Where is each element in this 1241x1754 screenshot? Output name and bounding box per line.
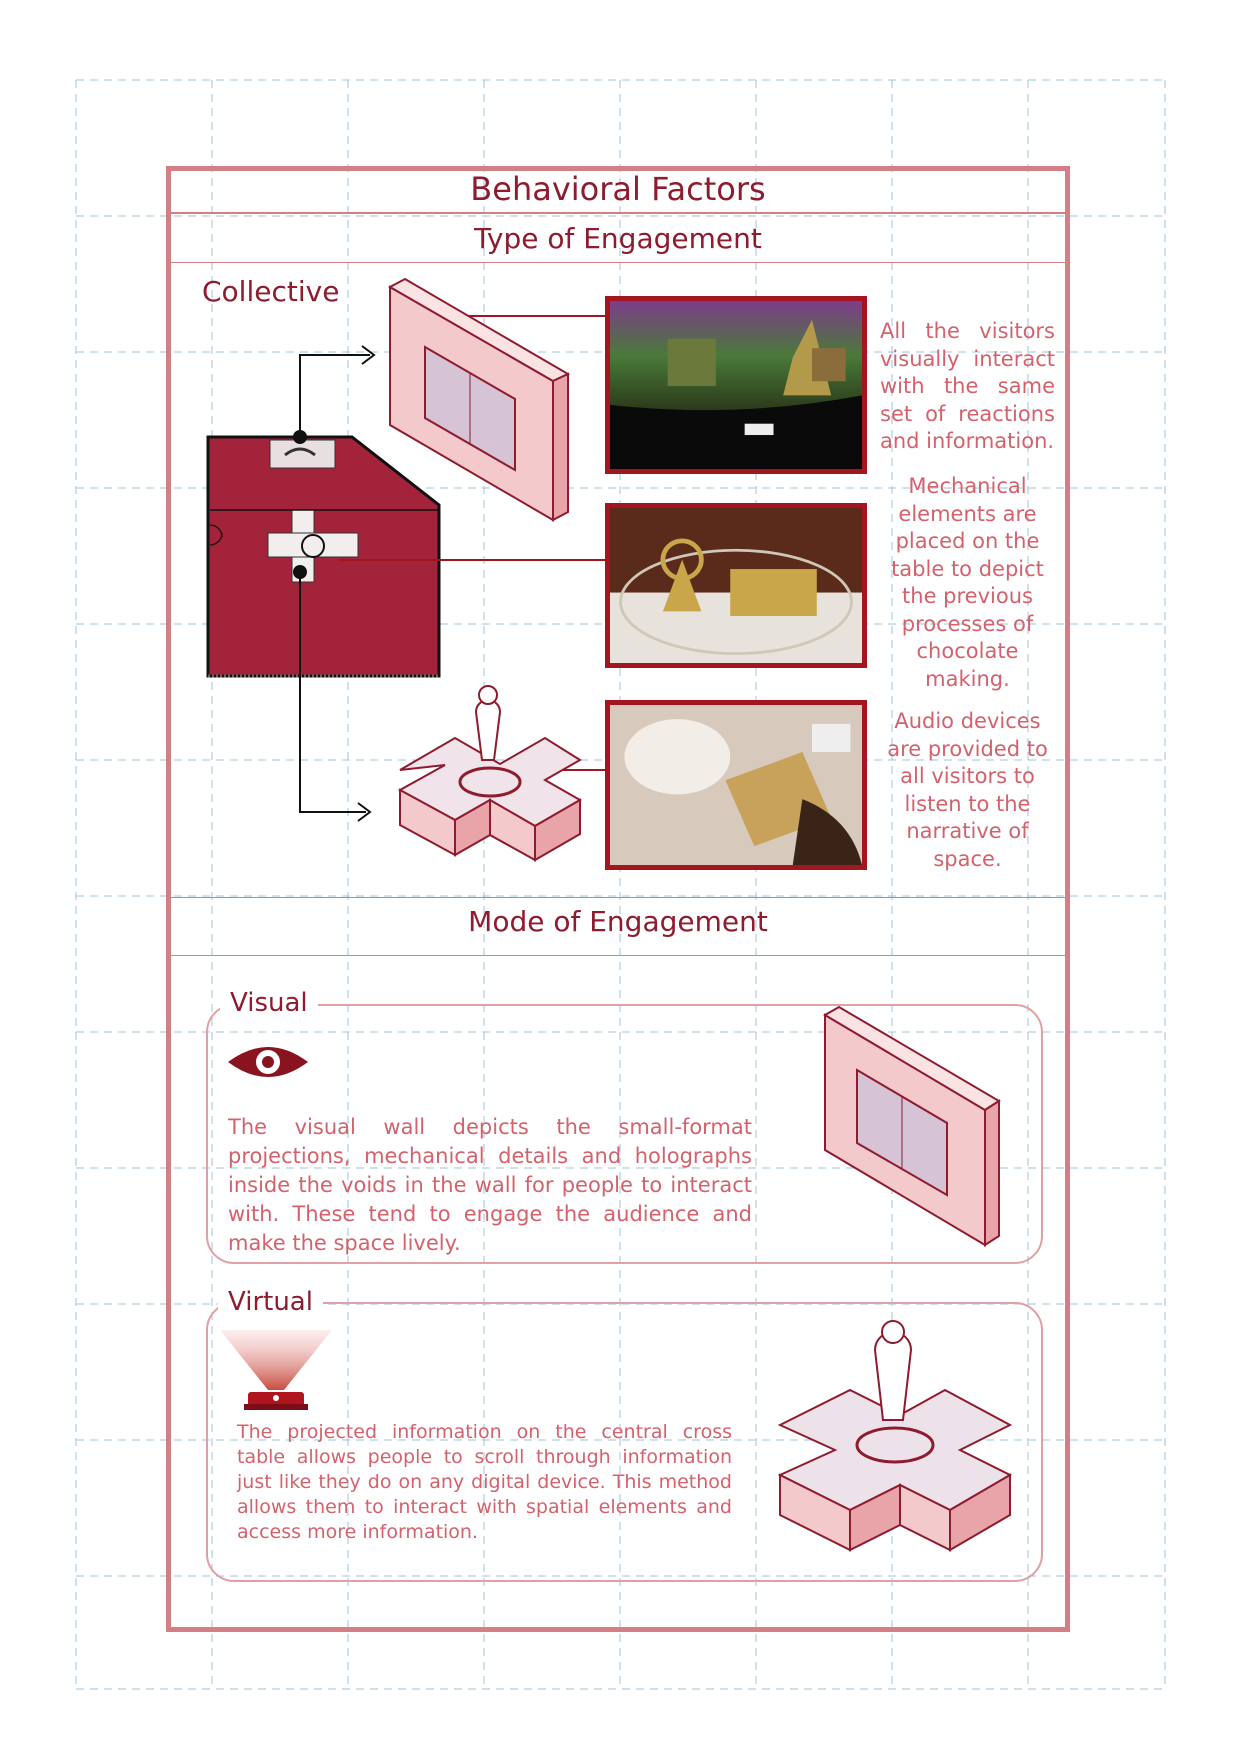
section-title-type: Type of Engagement	[474, 222, 762, 255]
projector-icon	[220, 1330, 332, 1414]
collective-note-3: Audio devices are provided to all visitors to listen to the narrative of space.	[887, 709, 1048, 871]
photo-mechanical-elements	[605, 503, 867, 668]
collective-label: Collective	[202, 275, 340, 308]
cross-table-isometric	[400, 686, 580, 860]
visual-label: Visual	[220, 988, 318, 1018]
visual-description: The visual wall depicts the small-format projections, mechanical details and holographs inside the voids in the wall for people to interact with. These tend to engage the audience and make the space lively.	[228, 1115, 752, 1255]
photo-projection-wall	[605, 296, 867, 474]
eye-icon	[226, 1040, 310, 1084]
section-title-mode: Mode of Engagement	[468, 905, 768, 938]
photo-audio-device	[605, 700, 867, 870]
floor-plan	[208, 437, 439, 676]
virtual-label: Virtual	[218, 1287, 323, 1317]
virtual-cross-table-illustration	[775, 1320, 1015, 1585]
visual-wall-illustration	[815, 1005, 1015, 1255]
collective-note-2: Mechanical elements are placed on the table to depict the previous processes of chocolate making.	[891, 474, 1044, 691]
collective-note-1: All the visitors visually interact with the same set of reactions and information.	[880, 319, 1055, 453]
virtual-description: The projected information on the central cross table allows people to scroll through information just like they do on any digital device. This method allows them to interact with spatial elements and access more information.	[237, 1421, 732, 1543]
page-title: Behavioral Factors	[470, 170, 766, 208]
